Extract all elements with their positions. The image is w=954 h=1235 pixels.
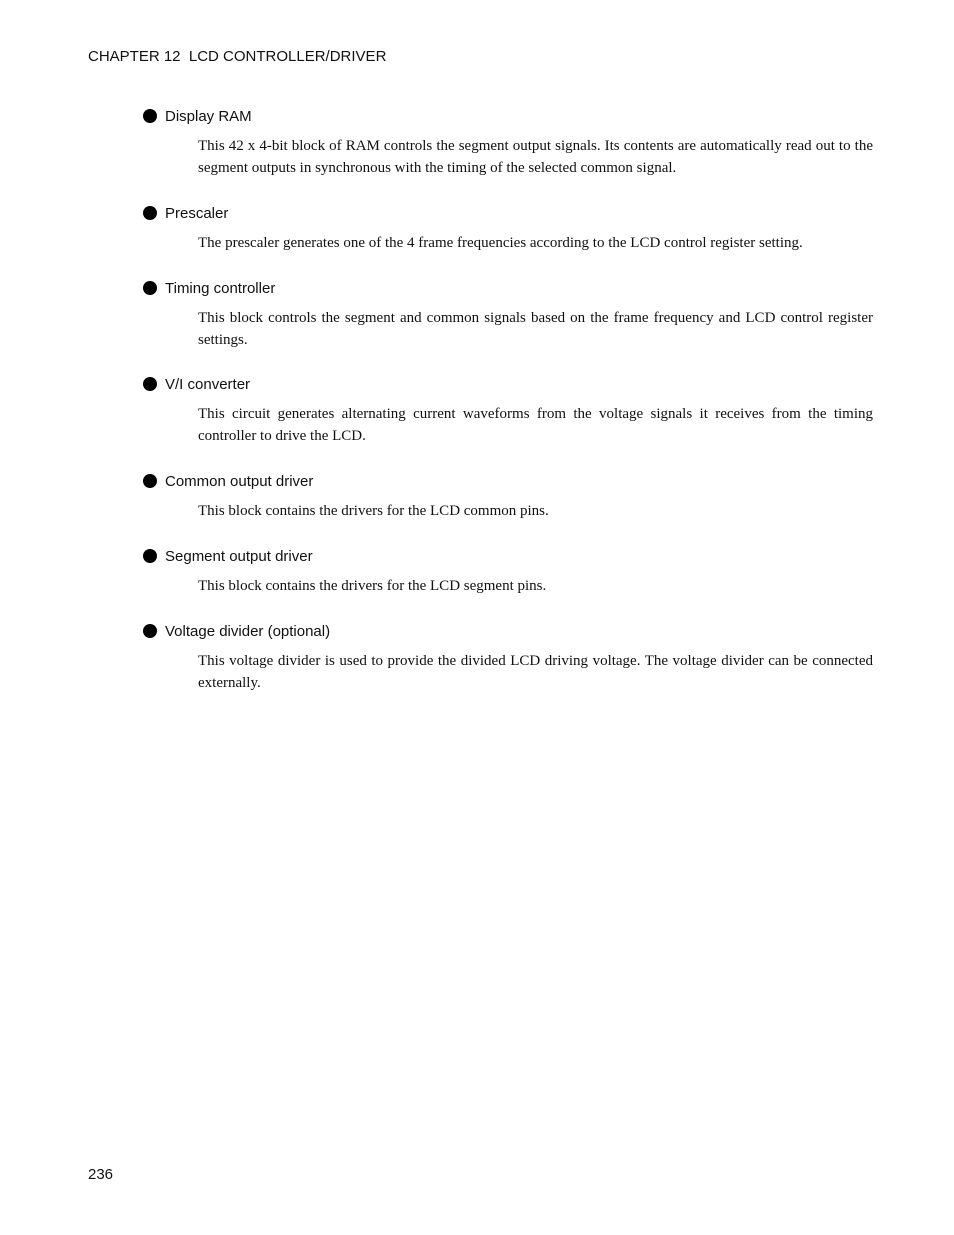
section-timing-controller: [143, 277, 873, 351]
section-heading: [143, 545, 873, 567]
bullet-icon: [143, 109, 157, 123]
bullet-icon: [143, 624, 157, 638]
section-title: Voltage divider (optional): [165, 622, 331, 640]
section-display-ram: [143, 105, 873, 179]
bullet-icon: [143, 206, 157, 220]
section-heading: [143, 620, 873, 642]
section-body: This voltage divider is used to provide the divided LCD driving voltage. The voltage divider can be connected externally.: [198, 653, 873, 691]
section-heading: [143, 470, 873, 492]
chapter-header: CHAPTER 12 LCD CONTROLLER/DRIVER: [88, 48, 387, 65]
section-heading: [143, 277, 873, 299]
section-title: V/I converter: [165, 375, 251, 393]
section-title: Timing controller: [165, 279, 276, 297]
section-body: This block contains the drivers for the LCD common pins.: [198, 503, 549, 519]
bullet-icon: [143, 474, 157, 488]
section-vi-converter: [143, 373, 873, 447]
bullet-icon: [143, 377, 157, 391]
section-heading: [143, 105, 873, 127]
section-title: Segment output driver: [165, 547, 313, 565]
section-body: The prescaler generates one of the 4 frame frequencies according to the LCD control register setting.: [198, 235, 803, 251]
section-title: Common output driver: [165, 472, 314, 490]
section-body: This circuit generates alternating current waveforms from the voltage signals it receives from the timing controller to drive the LCD.: [198, 406, 873, 444]
section-title: Prescaler: [165, 204, 229, 222]
section-body: This block controls the segment and common signals based on the frame frequency and LCD control register settings.: [198, 310, 873, 348]
section-common-output-driver: [143, 470, 873, 522]
section-segment-output-driver: [143, 545, 873, 597]
section-heading: [143, 202, 873, 224]
page-number: 236: [88, 1166, 114, 1183]
section-title: Display RAM: [165, 107, 252, 125]
bullet-icon: [143, 281, 157, 295]
section-body: This block contains the drivers for the LCD segment pins.: [198, 578, 547, 594]
section-body: This 42 x 4-bit block of RAM controls the segment output signals. Its contents are automatically read out to the segment outputs in synchronous with the timing of the selected common signal.: [198, 138, 873, 176]
section-voltage-divider: [143, 620, 873, 694]
section-prescaler: [143, 202, 873, 254]
bullet-icon: [143, 549, 157, 563]
section-heading: [143, 373, 873, 395]
